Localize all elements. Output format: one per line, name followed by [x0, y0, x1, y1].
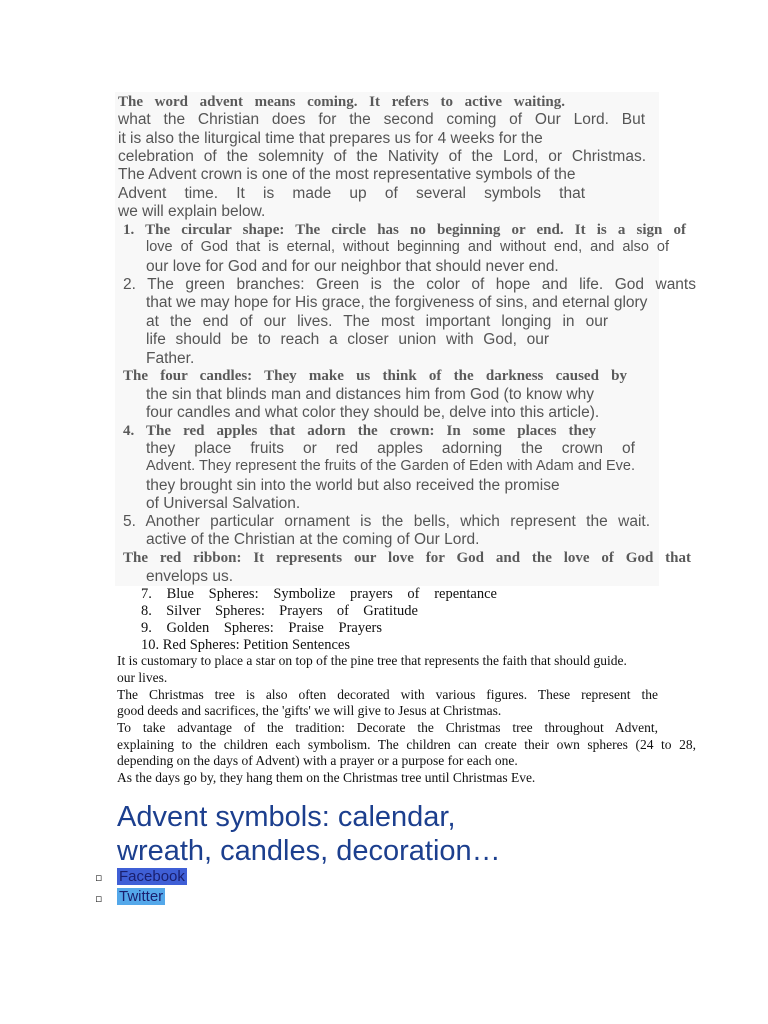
section-heading-line-2: wreath, candles, decoration…	[117, 835, 501, 867]
paragraph-star-line-1: It is customary to place a star on top of the pine tree that represents the faith that should guide.	[117, 653, 627, 668]
list-item-red-spheres: 10. Red Spheres: Petition Sentences	[141, 637, 351, 653]
share-item-facebook	[95, 868, 102, 886]
item-red-ribbon-line-2: envelops us.	[146, 568, 234, 585]
item-four-candles-line-2: the sin that blinds man and distances him from God (to know why	[146, 386, 594, 403]
item-bells: 5. Another particular ornament is the bells, which represent the wait.	[123, 513, 650, 530]
paragraph-tradition-line-2: explaining to the children each symbolism. The children can create their own spheres (24 to 28,	[117, 737, 696, 752]
paragraph-star-line-2: our lives.	[117, 670, 168, 685]
item-red-ribbon: The red ribbon: It represents our love for God and the love of God that	[123, 550, 691, 566]
section-heading-line-1: Advent symbols: calendar,	[117, 801, 456, 833]
list-item-silver-spheres: 8. Silver Spheres: Prayers of Gratitude	[141, 603, 418, 619]
list-item-blue-spheres: 7. Blue Spheres: Symbolize prayers of repentance	[141, 586, 497, 602]
item-circular-shape: 1. The circular shape: The circle has no beginning or end. It is a sign of	[123, 222, 686, 238]
item-green-branches-line-2: that we may hope for His grace, the forgiveness of sins, and eternal glory	[146, 294, 648, 311]
intro-line-5: The Advent crown is one of the most representative symbols of the	[118, 166, 576, 183]
item-red-apples-line-3: Advent. They represent the fruits of the Garden of Eden with Adam and Eve.	[146, 458, 635, 474]
item-green-branches-line-3: at the end of our lives. The most important longing in our	[146, 313, 608, 330]
item-bells-line-2: active of the Christian at the coming of Our Lord.	[146, 531, 480, 548]
square-bullet-icon: ▫	[95, 892, 103, 905]
list-item-golden-spheres: 9. Golden Spheres: Praise Prayers	[141, 620, 382, 636]
facebook-link[interactable]: Facebook	[119, 868, 185, 885]
paragraph-figures-line-2: good deeds and sacrifices, the 'gifts' we will give to Jesus at Christmas.	[117, 703, 502, 718]
intro-line-1: The word advent means coming. It refers to active waiting.	[118, 94, 565, 110]
item-four-candles: The four candles: They make us think of the darkness caused by	[123, 368, 627, 384]
paragraph-tradition-line-3: depending on the days of Advent) with a prayer or a purpose for each one.	[117, 753, 518, 768]
item-green-branches: 2. The green branches: Green is the color of hope and life. God wants	[123, 276, 696, 293]
item-green-branches-line-4: life should be to reach a closer union with God, our	[146, 331, 549, 348]
intro-line-4: celebration of the solemnity of the Nativity of the Lord, or Christmas.	[118, 148, 646, 165]
paragraph-figures-line-1: The Christmas tree is also often decorated with various figures. These represent the	[117, 687, 658, 702]
intro-line-2: what the Christian does for the second coming of Our Lord. But	[118, 111, 645, 128]
intro-line-6: Advent time. It is made up of several symbols that	[118, 185, 585, 202]
item-red-apples-line-5: of Universal Salvation.	[146, 495, 301, 512]
item-red-apples: 4. The red apples that adorn the crown: In some places they	[123, 423, 596, 439]
paragraph-tradition-line-1: To take advantage of the tradition: Decorate the Christmas tree throughout Advent,	[117, 720, 658, 735]
intro-line-3: it is also the liturgical time that prepares us for 4 weeks for the	[118, 130, 543, 147]
share-item-twitter	[95, 889, 102, 907]
item-red-apples-line-2: they place fruits or red apples adorning the crown of	[146, 440, 635, 457]
item-four-candles-line-3: four candles and what color they should be, delve into this article).	[146, 404, 600, 421]
intro-line-7: we will explain below.	[118, 203, 266, 220]
square-bullet-icon: ▫	[95, 871, 103, 884]
item-red-apples-line-4: they brought sin into the world but also received the promise	[146, 477, 560, 494]
paragraph-days-line-1: As the days go by, they hang them on the Christmas tree until Christmas Eve.	[117, 770, 536, 785]
item-circular-shape-line-3: our love for God and for our neighbor that should never end.	[146, 258, 559, 275]
twitter-link[interactable]: Twitter	[119, 888, 164, 905]
item-circular-shape-line-2: love of God that is eternal, without beginning and without end, and also of	[146, 239, 669, 255]
item-green-branches-line-5: Father.	[146, 350, 195, 367]
